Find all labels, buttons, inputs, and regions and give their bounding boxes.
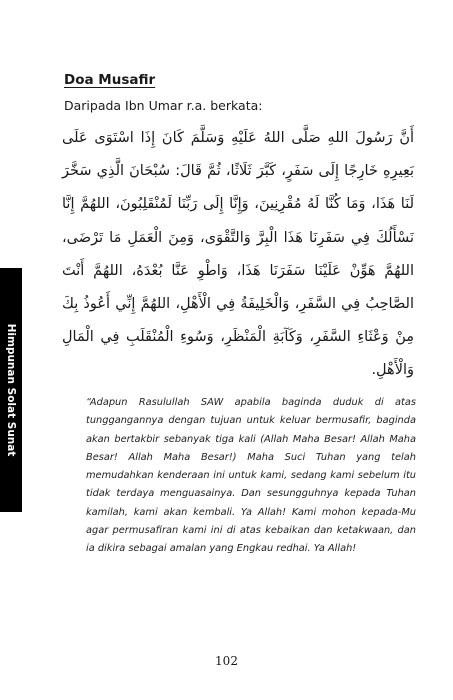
- arabic-prayer-text: أَنَّ رَسُولَ اللهِ صَلَّى اللهُ عَلَيْهِ وَسَلَّمَ كَانَ إِذَا اسْتَوَى عَلَى بَعِيرِهِ خَارِجًا إِلَى سَفَرٍ، كَبَّرَ ثَلَاثًا، ثُمَّ قَالَ: سُبْحَانَ الَّذِي سَخَّرَ لَنَا هَذَا، وَمَا كُنَّا لَهُ مُقْرِنِينَ، وَإِنَّا إِلَى رَبِّنَا لَمُنْقَلِبُونَ، اللهُمَّ إِنَّا نَسْأَلُكَ فِي سَفَرِنَا هَذَا الْبِرَّ وَالتَّقْوَى، وَمِنَ الْعَمَلِ مَا تَرْضَى، اللهُمَّ هَوِّنْ عَلَيْنَا سَفَرَنَا هَذَا، وَاطْوِ عَنَّا بُعْدَهُ، اللهُمَّ أَنْتَ الصَّاحِبُ فِي السَّفَرِ، وَالْخَلِيفَةُ فِي الْأَهْلِ، اللهُمَّ إِنِّي أَعُوذُ بِكَ مِنْ وَعْثَاءِ السَّفَرِ، وَكَآبَةِ الْمَنْظَرِ، وَسُوءِ الْمُنْقَلَبِ فِي الْمَالِ وَالْأَهْلِ.: [62, 130, 414, 379]
- page-number: 102: [215, 654, 238, 668]
- section-title: Doa Musafir: [64, 72, 156, 88]
- intro-line: Daripada Ibn Umar r.a. berkata:: [64, 98, 263, 113]
- side-tab: [0, 268, 22, 512]
- side-tab-label: Himpunan Solat Sunat: [5, 323, 17, 457]
- translation-paragraph: “Adapun Rasulullah SAW apabila baginda duduk di atas tunggangannya dengan tujuan untuk keluar bermusafir, baginda akan bertakbir sebanyak tiga kali (Allah Maha Besar! Allah Maha Besar! Allah Maha Besar!) Maha Suci Tuhan yang telah memudahkan kenderaan ini untuk kami, sedang kami sebelum itu tidak terdaya menguasainya. Dan sesungguhnya kepada Tuhan kamilah, kami akan kembali. Ya Allah! Kami mohon kepada-Mu agar permusafiran kami ini di atas kebaikan dan ketakwaan, dan ia dikira sebagai amalan yang Engkau redhai. Ya Allah!: [86, 397, 416, 555]
